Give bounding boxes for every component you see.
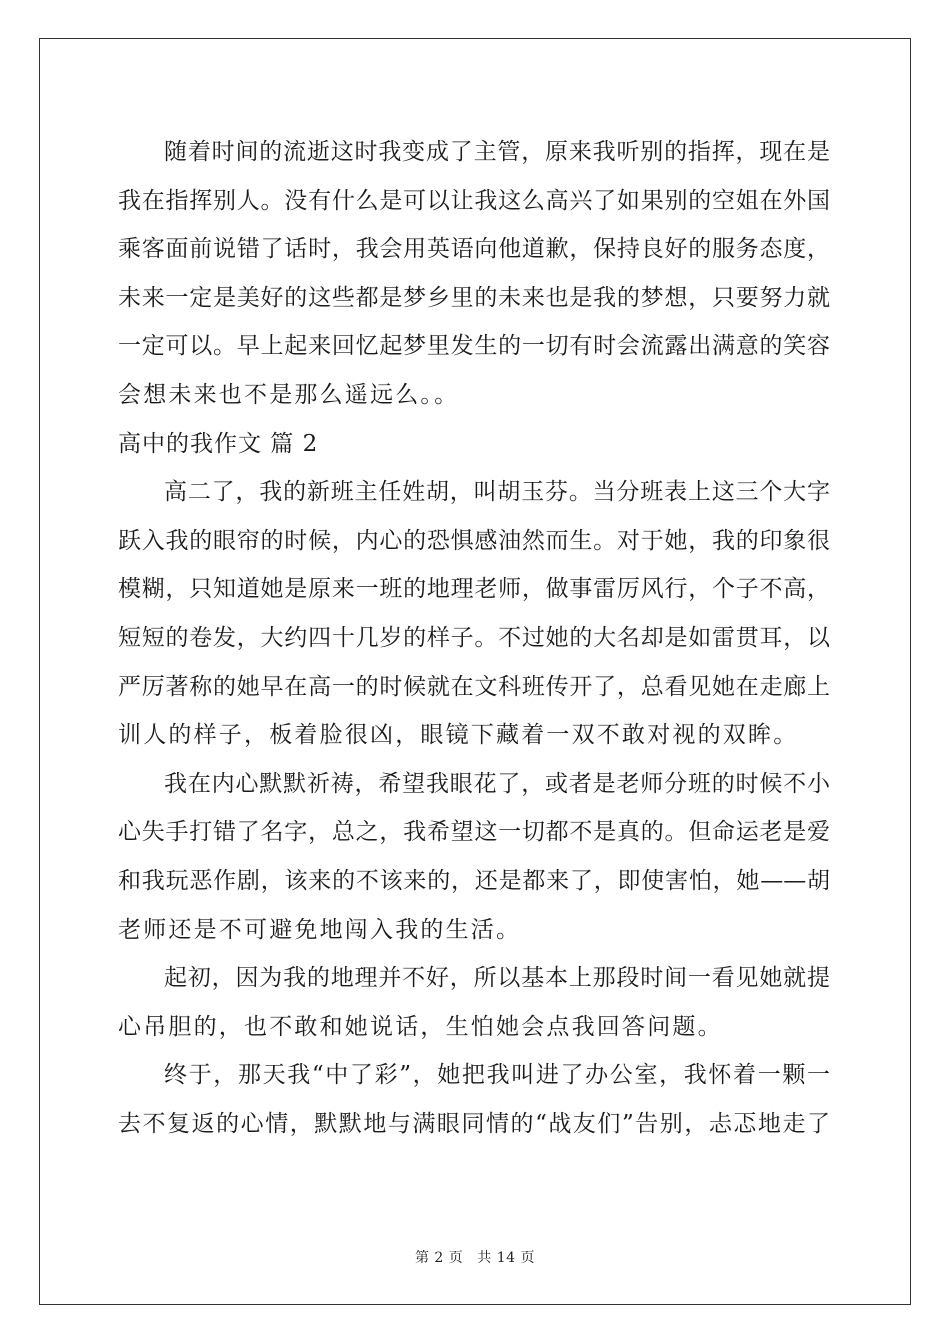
text-line: 训人的样子，板着脸很凶，眼镜下藏着一双不敢对视的双眸。 — [118, 722, 799, 749]
paragraph — [118, 128, 830, 420]
text-line: 老师还是不可避免地闯入我的生活。 — [118, 916, 522, 943]
text-line: 高二了，我的新班主任姓胡，叫胡玉芬。当分班表上这三个大字 — [164, 479, 830, 506]
page-total: 共 14 页 — [477, 1250, 536, 1266]
text-line: 会想未来也不是那么遥远么。。 — [118, 381, 460, 408]
paragraph — [118, 1051, 830, 1148]
section-heading: 高中的我作文 篇 2 — [118, 430, 319, 457]
text-line: 心吊胆的，也不敢和她说话，生怕她会点我回答问题。 — [118, 1013, 723, 1040]
text-line: 去不复返的心情，默默地与满眼同情的“战友们”告别，忐忑地走了 — [118, 1110, 830, 1137]
paragraph — [118, 954, 830, 1051]
text-line: 乘客面前说错了话时，我会用英语向他道歉，保持良好的服务态度， — [118, 236, 830, 263]
page-number: 第 2 页 — [414, 1250, 464, 1266]
text-line: 随着时间的流逝这时我变成了主管，原来我听别的指挥，现在是 — [164, 139, 830, 165]
text-line: 我在指挥别人。没有什么是可以让我这么高兴了如果别的空姐在外国 — [118, 187, 830, 214]
text-line: 严厉著称的她早在高一的时候就在文科班传开了，总看见她在走廊上 — [118, 673, 830, 700]
page-footer — [0, 1247, 950, 1267]
text-line: 心失手打错了名字，总之，我希望这一切都不是真的。但命运老是爱 — [118, 819, 830, 846]
text-line: 模糊，只知道她是原来一班的地理老师，做事雷厉风行，个子不高， — [118, 576, 830, 603]
text-line: 和我玩恶作剧，该来的不该来的，还是都来了，即使害怕，她——胡 — [118, 867, 830, 894]
text-line: 未来一定是美好的这些都是梦乡里的未来也是我的梦想，只要努力就 — [118, 284, 830, 311]
text-line: 一定可以。早上起来回忆起梦里发生的一切有时会流露出满意的笑容 — [118, 333, 830, 360]
text-line: 我在内心默默祈祷，希望我眼花了，或者是老师分班的时候不小 — [164, 770, 830, 797]
text-line: 跃入我的眼帘的时候，内心的恐惧感油然而生。对于她，我的印象很 — [118, 527, 830, 554]
document-body — [118, 128, 830, 1148]
text-line: 短短的卷发，大约四十几岁的样子。不过她的大名却是如雷贯耳，以 — [118, 624, 830, 651]
text-line: 起初，因为我的地理并不好，所以基本上那段时间一看见她就提 — [164, 965, 830, 992]
paragraph — [118, 468, 830, 760]
text-line: 终于，那天我“中了彩”，她把我叫进了办公室，我怀着一颗一 — [164, 1062, 830, 1089]
paragraph — [118, 760, 830, 954]
